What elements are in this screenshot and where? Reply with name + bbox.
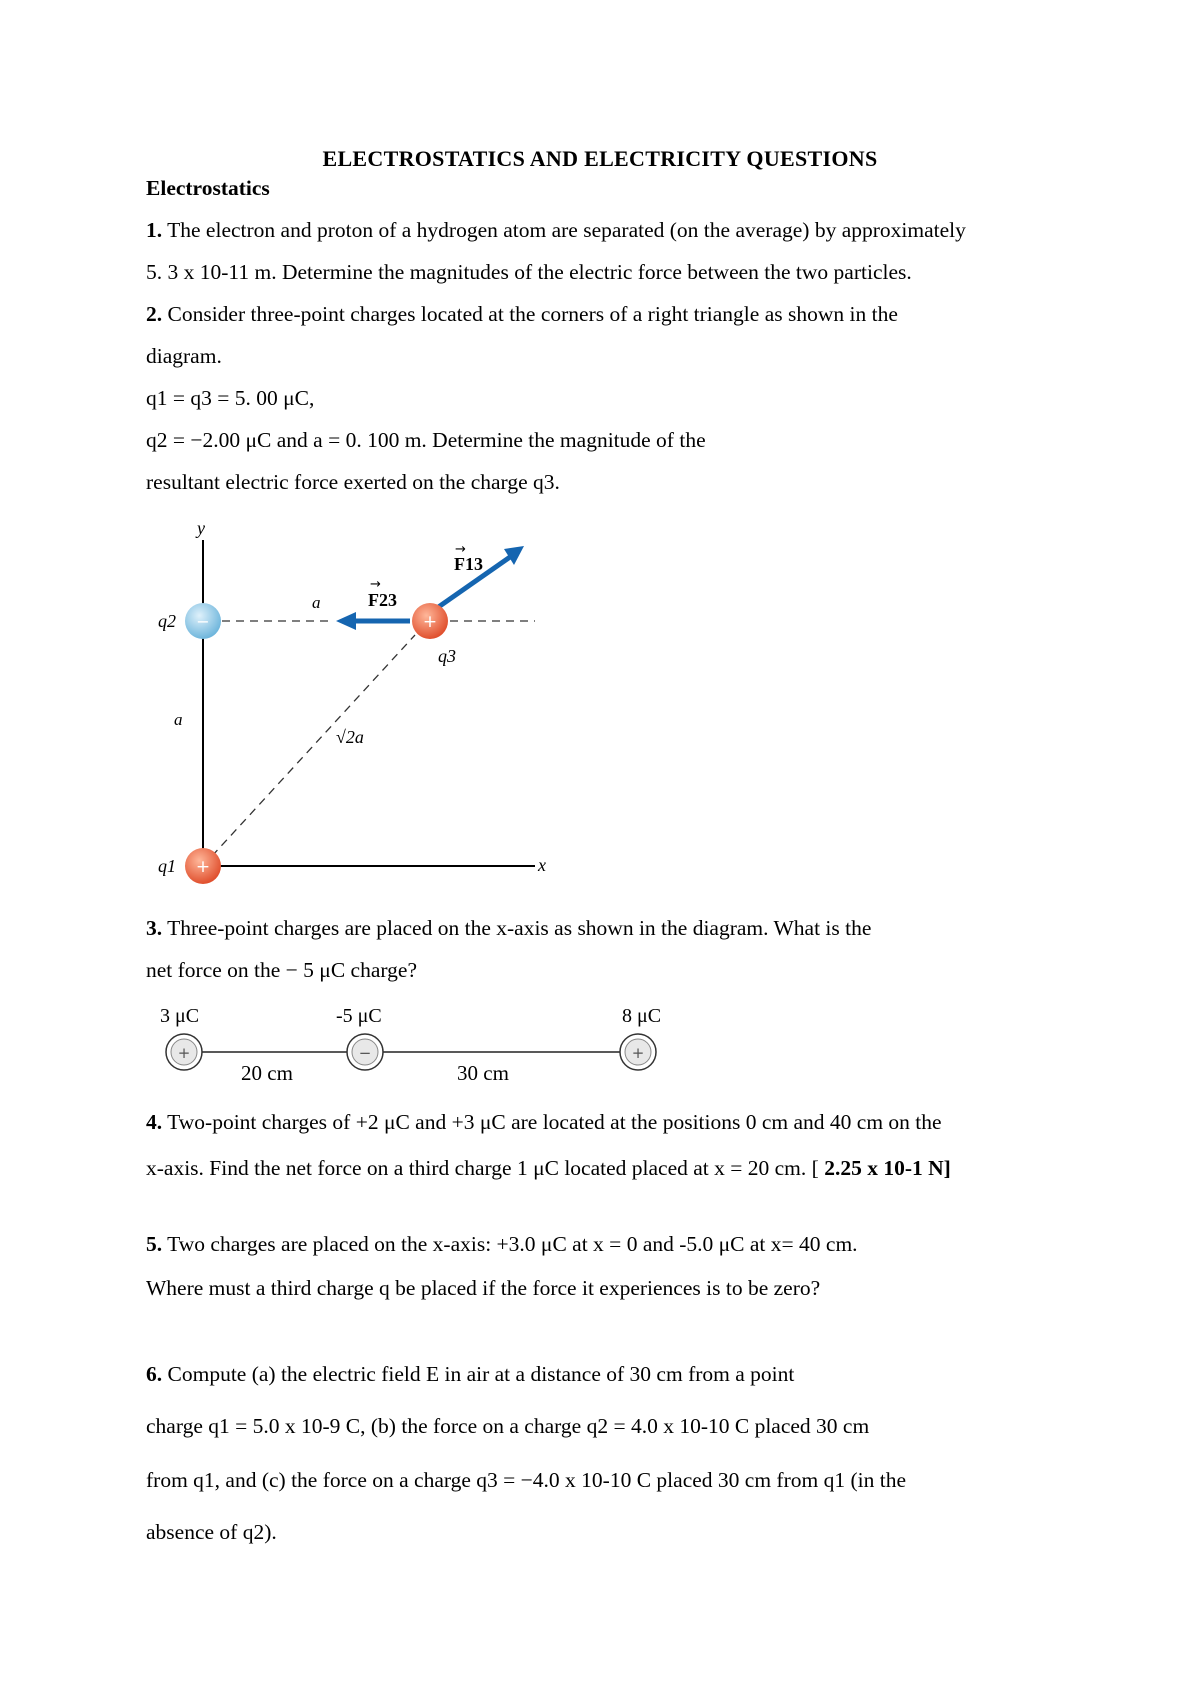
- f13-label: F13: [454, 554, 483, 574]
- question-6-line-3: from q1, and (c) the force on a charge q3 = −4.0 x 10-10 C placed 30 cm from q1 (in the: [146, 1468, 906, 1492]
- question-6-line-2: charge q1 = 5.0 x 10-9 C, (b) the force on a charge q2 = 4.0 x 10-10 C placed 30 cm: [146, 1414, 870, 1438]
- linear-charges-diagram: [150, 1000, 680, 1090]
- question-2-line-3: q1 = q3 = 5. 00 μC,: [146, 386, 315, 410]
- distance-2-label: 30 cm: [457, 1061, 509, 1085]
- question-2-line-1: 2. Consider three-point charges located at the corners of a right triangle as shown in the: [146, 302, 898, 326]
- q3-label: q3: [438, 646, 456, 666]
- charge-q1-sign: +: [195, 857, 211, 877]
- question-1-line-1: 1. The electron and proton of a hydrogen atom are separated (on the average) by approximately: [146, 218, 966, 242]
- question-6-line-4: absence of q2).: [146, 1520, 277, 1544]
- f13-arrowhead: [504, 546, 524, 565]
- charge-2-value: -5 μC: [336, 1005, 382, 1027]
- f23-label: F23: [368, 590, 397, 610]
- q2-label: q2: [158, 611, 176, 631]
- charge-3-value: 8 μC: [622, 1005, 662, 1027]
- charge-q3-sign: +: [422, 612, 438, 632]
- charge-3-sign: +: [631, 1044, 645, 1062]
- question-5-number: 5.: [146, 1232, 163, 1256]
- question-3-line-2: net force on the − 5 μC charge?: [146, 958, 417, 982]
- diagonal-label: √2a: [336, 727, 364, 747]
- question-2-line-4: q2 = −2.00 μC and a = 0. 100 m. Determine the magnitude of the: [146, 428, 706, 452]
- document-title: ELECTROSTATICS AND ELECTRICITY QUESTIONS: [322, 146, 878, 171]
- question-5-line-2: Where must a third charge q be placed if the force it experiences is to be zero?: [146, 1276, 821, 1300]
- charge-2-sign: −: [358, 1044, 372, 1062]
- question-3-line-1: 3. Three-point charges are placed on the x-axis as shown in the diagram. What is the: [146, 916, 872, 940]
- f23-arrowhead: [336, 612, 356, 630]
- question-1-line-2: 5. 3 x 10-11 m. Determine the magnitudes of the electric force between the two particles.: [146, 260, 912, 284]
- question-4-answer: 2.25 x 10-1 N]: [824, 1156, 951, 1180]
- question-5-line-1: 5. Two charges are placed on the x-axis: +3.0 μC at x = 0 and -5.0 μC at x= 40 cm.: [146, 1232, 858, 1256]
- section-heading: Electrostatics: [146, 176, 270, 200]
- distance-1-label: 20 cm: [241, 1061, 293, 1085]
- f23-vector-arrow: →: [370, 577, 381, 592]
- question-2-number: 2.: [146, 302, 163, 326]
- question-1-number: 1.: [146, 218, 163, 242]
- question-2-line-5: resultant electric force exerted on the charge q3.: [146, 470, 560, 494]
- charge-1-sign: +: [177, 1044, 191, 1062]
- question-4-line-1: 4. Two-point charges of +2 μC and +3 μC are located at the positions 0 cm and 40 cm on the: [146, 1110, 942, 1134]
- diagonal-dashed-line: [212, 635, 415, 856]
- question-3-number: 3.: [146, 916, 163, 940]
- q1-label: q1: [158, 856, 176, 876]
- left-a-label: a: [174, 710, 183, 729]
- x-axis-label: x: [538, 855, 546, 875]
- question-2-line-2: diagram.: [146, 344, 222, 368]
- question-6-number: 6.: [146, 1362, 163, 1386]
- y-axis-label: y: [197, 520, 205, 538]
- charge-1-value: 3 μC: [160, 1005, 200, 1027]
- top-a-label: a: [312, 593, 321, 612]
- question-4-number: 4.: [146, 1110, 163, 1134]
- f13-vector-arrow: →: [455, 542, 466, 557]
- triangle-charges-diagram: [140, 520, 560, 890]
- question-6-line-1: 6. Compute (a) the electric field E in air at a distance of 30 cm from a point: [146, 1362, 795, 1386]
- question-4-line-2: x-axis. Find the net force on a third charge 1 μC located placed at x = 20 cm. [ 2.25 x 10-1 N]: [146, 1156, 951, 1180]
- charge-q2-sign: −: [196, 612, 210, 631]
